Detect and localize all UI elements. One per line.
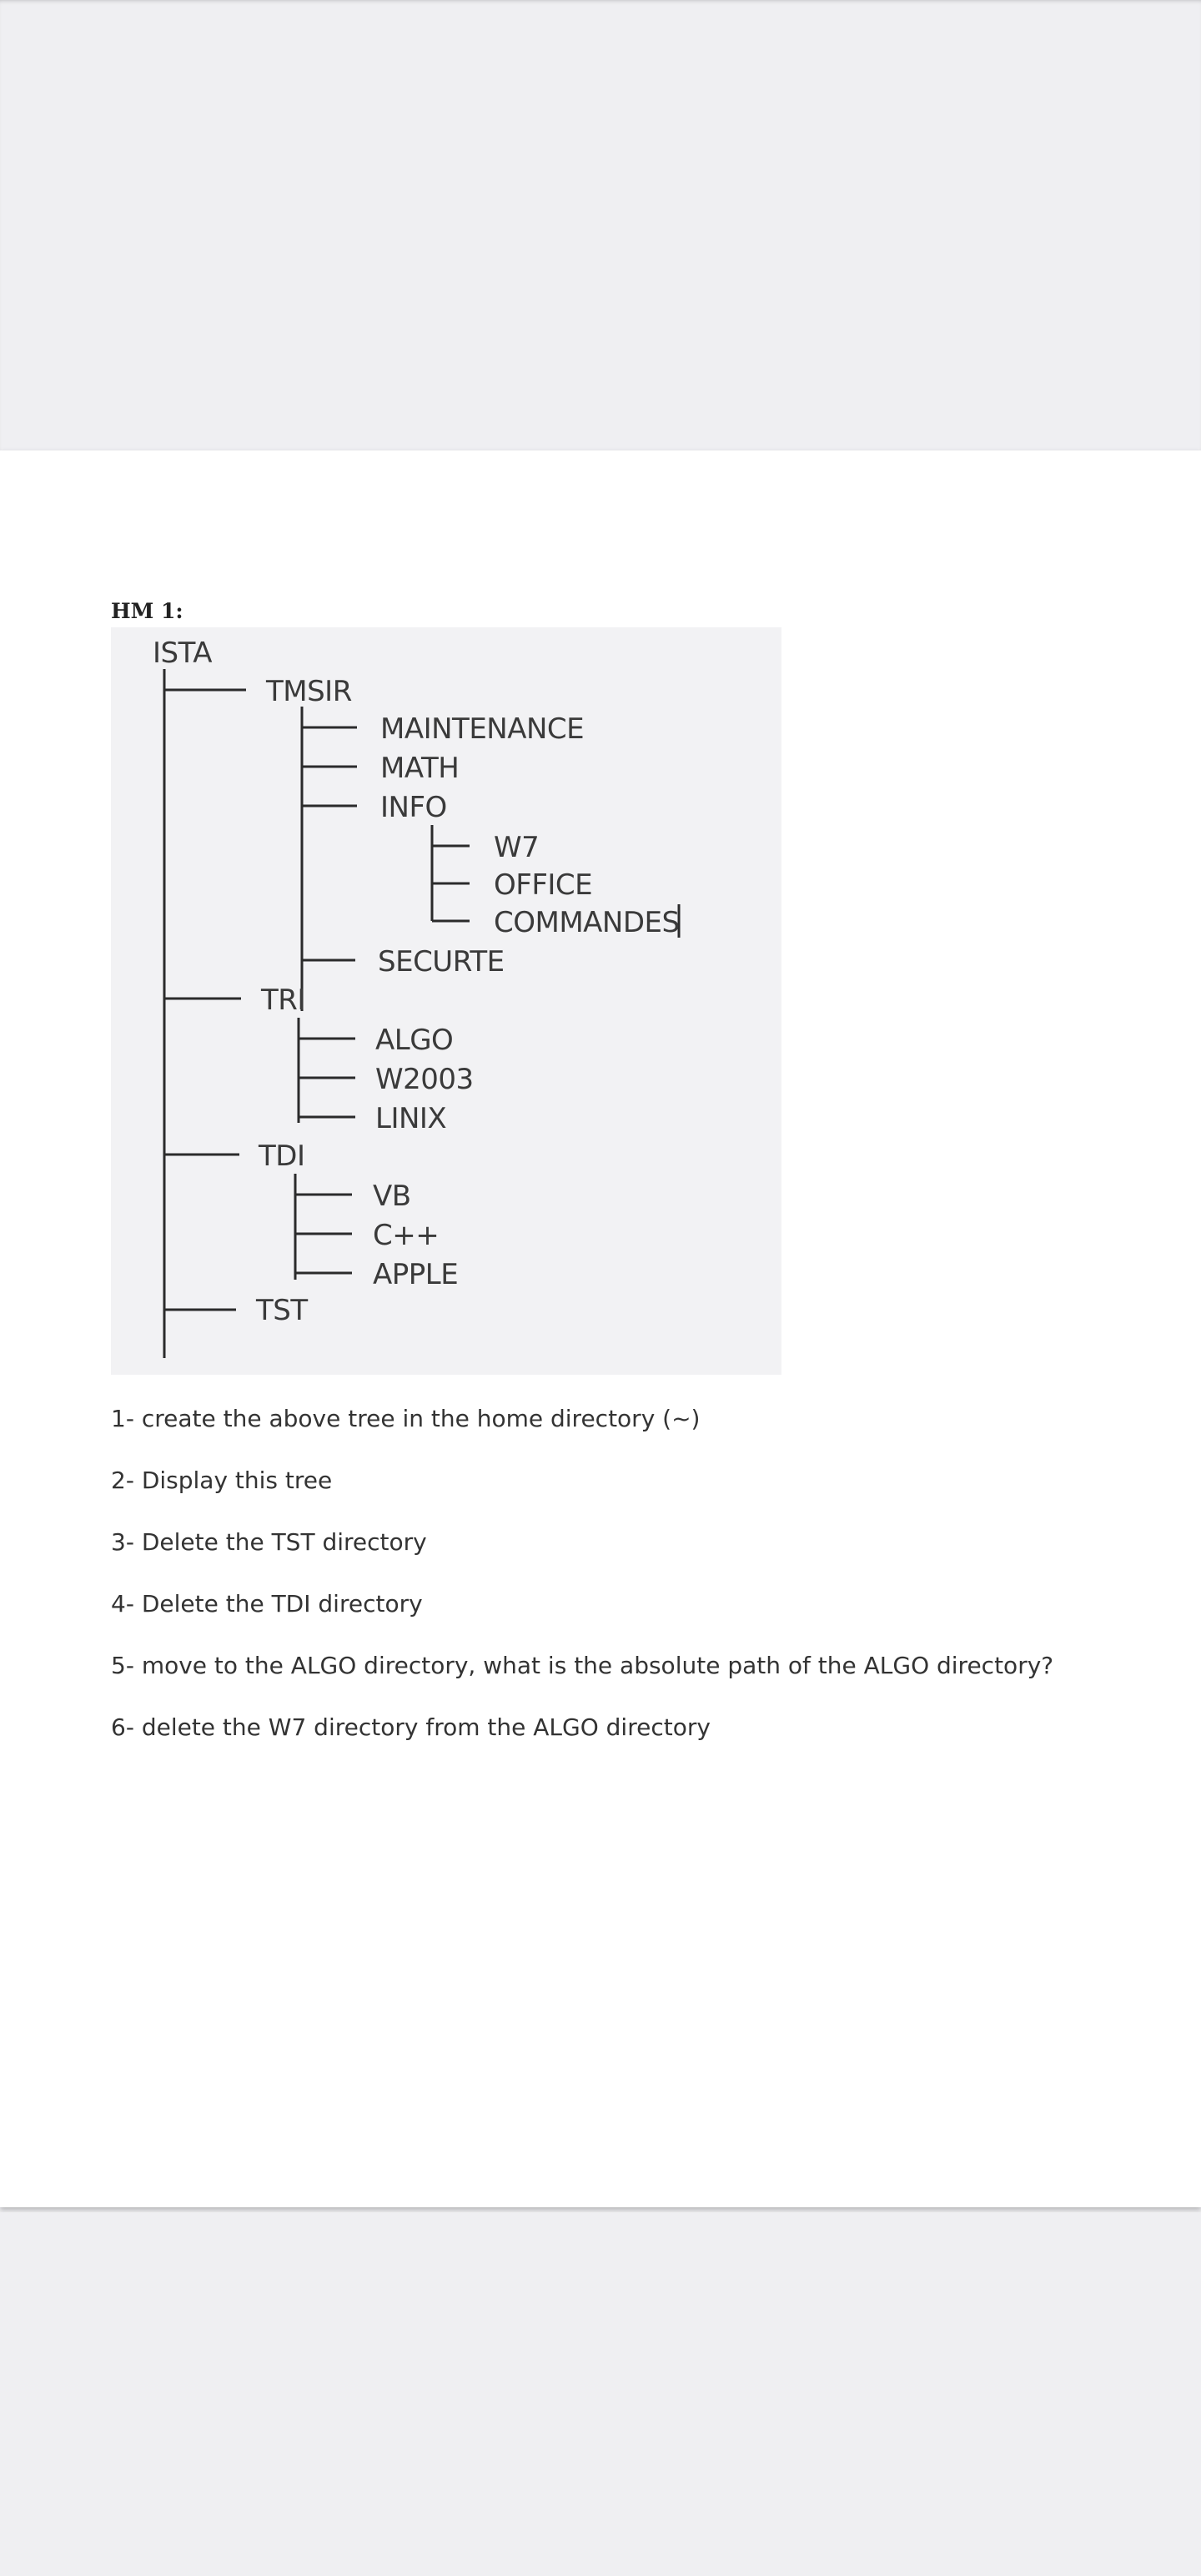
tree-node-tri: TRI	[261, 984, 305, 1017]
question-item: 2- Display this tree	[111, 1467, 333, 1494]
question-item: 1- create the above tree in the home directory (~)	[111, 1405, 701, 1432]
tree-node-tst: TST	[256, 1294, 308, 1327]
question-item: 3- Delete the TST directory	[111, 1528, 427, 1556]
tree-node-maintenance: MAINTENANCE	[380, 712, 585, 746]
question-item: 5- move to the ALGO directory, what is the absolute path of the ALGO directory?	[111, 1652, 1054, 1679]
question-item: 6- delete the W7 directory from the ALGO directory	[111, 1713, 711, 1741]
directory-tree-diagram	[111, 627, 781, 1375]
viewer-background-top	[0, 0, 1201, 450]
viewer-background-bottom	[0, 2212, 1201, 2576]
tree-node-vb: VB	[373, 1180, 411, 1213]
tree-node-office: OFFICE	[494, 868, 593, 902]
tree-node-info: INFO	[380, 791, 447, 824]
tree-node-w7: W7	[494, 831, 540, 864]
question-list	[111, 1398, 1112, 1768]
tree-node-tdi: TDI	[259, 1140, 305, 1173]
tree-node-apple: APPLE	[373, 1258, 459, 1291]
tree-node-linix: LINIX	[375, 1102, 447, 1135]
tree-node-w2003: W2003	[375, 1063, 474, 1096]
tree-node-securte: SECURTE	[378, 945, 505, 979]
tree-node-root: ISTA	[153, 636, 212, 670]
tree-node-tmsir: TMSIR	[266, 675, 352, 708]
tree-node-algo: ALGO	[375, 1024, 454, 1057]
exercise-heading: HM 1:	[111, 599, 183, 623]
tree-node-cpp: C++	[373, 1219, 440, 1252]
tree-node-commandes: COMMANDES	[494, 906, 680, 939]
question-item: 4- Delete the TDI directory	[111, 1590, 423, 1618]
directory-tree-figure	[111, 627, 781, 1375]
tree-node-math: MATH	[380, 752, 460, 785]
